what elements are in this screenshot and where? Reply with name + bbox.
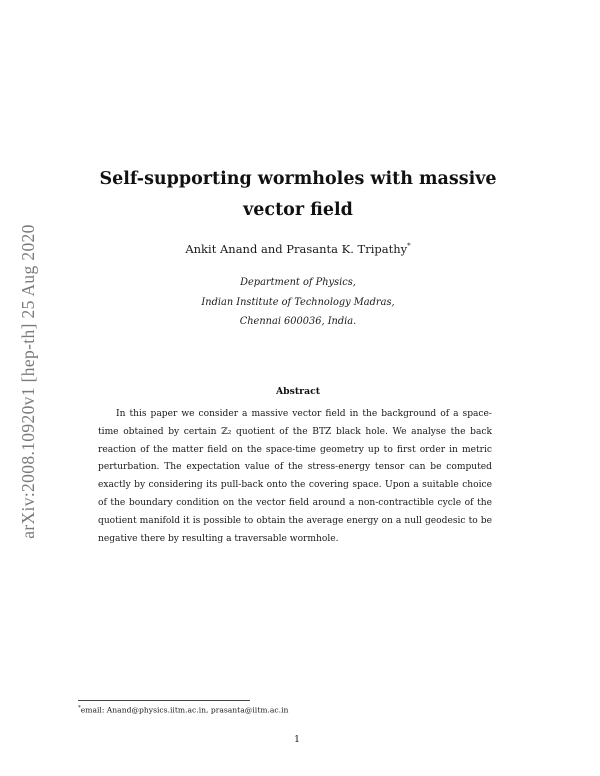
footnote-mark: * bbox=[78, 705, 81, 711]
authors-text: Ankit Anand and Prasanta K. Tripathy bbox=[185, 242, 408, 256]
page-number: 1 bbox=[293, 734, 301, 745]
footnote-text: email: Anand@physics.iitm.ac.in, prasanta@iitm.ac.in bbox=[80, 705, 289, 715]
abstract-line: In this paper we consider a massive vector field in the background of a space- bbox=[116, 409, 492, 419]
affiliation bbox=[60, 273, 536, 332]
abstract-body bbox=[98, 406, 492, 548]
abstract-line: of the boundary condition on the vector field around a non-contractible cycle of the bbox=[98, 497, 492, 508]
abstract-heading: Abstract bbox=[275, 386, 321, 397]
title-line: Self-supporting wormholes with massive bbox=[99, 169, 497, 189]
abstract-line: time obtained by certain ℤ₂ quotient of the BTZ black hole. We analyse the back bbox=[98, 426, 492, 437]
abstract-line: quotient manifold it is possible to obtain the average energy on a null geodesic to be bbox=[98, 515, 492, 526]
author-footnote-mark: * bbox=[407, 242, 411, 251]
title-line: vector field bbox=[243, 200, 353, 220]
author-email-footnote bbox=[78, 705, 288, 715]
arxiv-identifier: arXiv:2008.10920v1 [hep-th] 25 Aug 2020 bbox=[17, 223, 38, 539]
affiliation-line: Indian Institute of Technology Madras, bbox=[201, 296, 395, 308]
paper-title bbox=[60, 164, 536, 226]
abstract-line: perturbation. The expectation value of the stress-energy tensor can be computed bbox=[98, 462, 492, 473]
arxiv-identifier-stamp bbox=[14, 206, 42, 556]
footnote-divider bbox=[78, 700, 250, 701]
abstract-line: reaction of the matter field on the space-time geometry up to first order in metric bbox=[98, 444, 492, 455]
affiliation-line: Department of Physics, bbox=[240, 277, 356, 288]
affiliation-line: Chennai 600036, India. bbox=[239, 316, 357, 327]
abstract-line: negative there by resulting a traversable wormhole. bbox=[98, 533, 339, 544]
author-list bbox=[60, 242, 536, 256]
abstract-line: exactly by considering its pull-back onto the covering space. Upon a suitable choice bbox=[98, 480, 492, 491]
